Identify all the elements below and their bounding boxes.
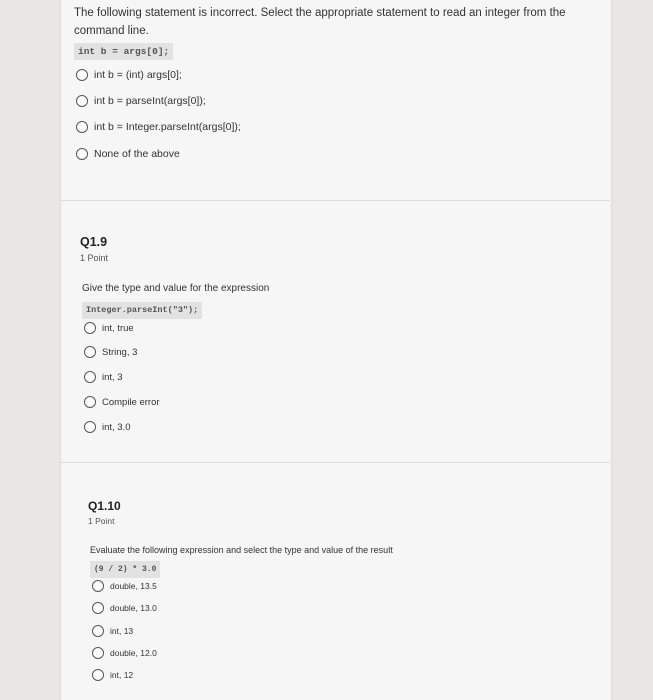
option-q1-8-d[interactable] bbox=[76, 148, 180, 160]
option-q1-10-c[interactable] bbox=[92, 625, 133, 637]
option-label: int, 3 bbox=[102, 371, 123, 383]
option-q1-9-d[interactable] bbox=[84, 396, 160, 408]
radio-button[interactable] bbox=[92, 602, 104, 614]
radio-button[interactable] bbox=[84, 371, 96, 383]
question-title: Q1.9 bbox=[80, 235, 108, 249]
option-label: int, true bbox=[102, 322, 134, 334]
option-label: double, 13.5 bbox=[110, 581, 157, 591]
section-divider bbox=[60, 462, 610, 463]
option-label: int, 12 bbox=[110, 670, 134, 680]
option-q1-10-e[interactable] bbox=[92, 669, 133, 681]
option-label: Compile error bbox=[102, 396, 160, 408]
option-q1-10-a[interactable] bbox=[92, 580, 157, 592]
option-q1-9-b[interactable] bbox=[84, 346, 137, 358]
radio-button[interactable] bbox=[76, 148, 88, 160]
option-label: double, 12.0 bbox=[110, 648, 157, 658]
option-q1-10-b[interactable] bbox=[92, 602, 157, 614]
option-label: None of the above bbox=[94, 148, 180, 160]
option-label: double, 13.0 bbox=[110, 603, 157, 613]
option-label: int, 3.0 bbox=[102, 421, 131, 433]
option-q1-9-e[interactable] bbox=[84, 421, 131, 433]
code-snippet: int b = args[0]; bbox=[74, 43, 173, 60]
radio-button[interactable] bbox=[76, 121, 88, 133]
radio-button[interactable] bbox=[84, 322, 96, 334]
radio-button[interactable] bbox=[92, 580, 104, 592]
section-divider bbox=[60, 200, 610, 201]
question-points: 1 Point bbox=[88, 516, 115, 526]
option-q1-8-b[interactable] bbox=[76, 95, 206, 107]
radio-button[interactable] bbox=[76, 69, 88, 81]
question-title: Q1.10 bbox=[88, 499, 121, 513]
code-snippet: Integer.parseInt("3"); bbox=[82, 302, 202, 319]
question-prompt: The following statement is incorrect. Select the appropriate statement to read an integer from the command line. bbox=[74, 7, 566, 37]
option-label: int b = Integer.parseInt(args[0]); bbox=[94, 121, 241, 133]
option-q1-9-a[interactable] bbox=[84, 322, 134, 334]
option-label: int, 13 bbox=[110, 626, 134, 636]
option-q1-9-c[interactable] bbox=[84, 371, 123, 383]
option-q1-8-a[interactable] bbox=[76, 69, 182, 81]
radio-button[interactable] bbox=[92, 669, 104, 681]
radio-button[interactable] bbox=[84, 346, 96, 358]
radio-button[interactable] bbox=[84, 421, 96, 433]
question-points: 1 Point bbox=[80, 253, 109, 263]
option-label: String, 3 bbox=[102, 346, 138, 358]
radio-button[interactable] bbox=[84, 396, 96, 408]
radio-button[interactable] bbox=[92, 647, 104, 659]
code-snippet: (9 / 2) * 3.0 bbox=[90, 561, 160, 578]
option-label: int b = (int) args[0]; bbox=[94, 69, 182, 81]
option-label: int b = parseInt(args[0]); bbox=[94, 95, 206, 107]
question-prompt: Give the type and value for the expression bbox=[82, 283, 270, 294]
radio-button[interactable] bbox=[76, 95, 88, 107]
question-prompt: Evaluate the following expression and select the type and value of the result bbox=[90, 545, 393, 555]
option-q1-8-c[interactable] bbox=[76, 121, 241, 133]
option-q1-10-d[interactable] bbox=[92, 647, 157, 659]
radio-button[interactable] bbox=[92, 625, 104, 637]
